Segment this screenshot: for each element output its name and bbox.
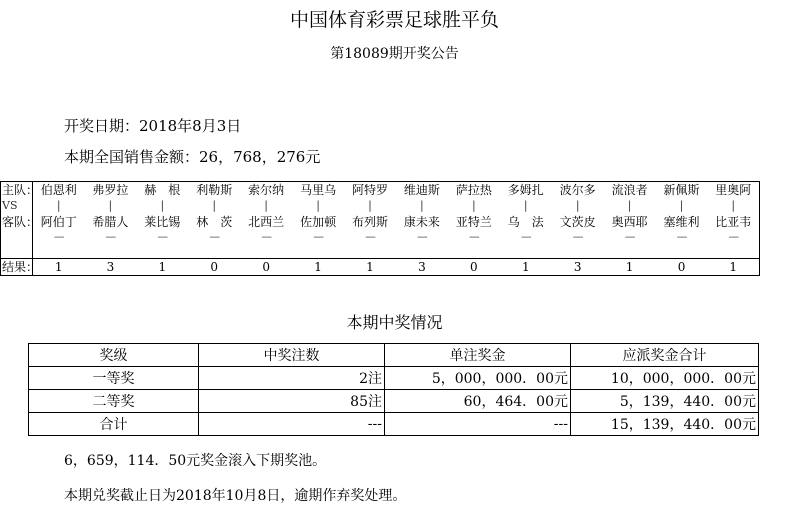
prize-row-second	[29, 390, 759, 413]
home-team: 新佩斯	[663, 183, 700, 197]
prize-section-title: 本期中奖情况	[346, 313, 443, 332]
match-result: 1	[344, 259, 396, 276]
away-team: 阿伯丁	[40, 215, 77, 229]
away-team-row	[1, 214, 760, 230]
vs-separator: |	[212, 199, 217, 212]
prize-header-row	[29, 344, 759, 367]
header-count: 中奖注数	[199, 344, 385, 367]
draw-number: 第18089期开奖公告	[330, 46, 459, 62]
draw-date: 开奖日期：2018年8月3日	[64, 117, 242, 135]
vs-separator: |	[56, 199, 61, 212]
home-team: 阿特罗	[351, 183, 388, 197]
vs-separator: |	[627, 199, 632, 212]
home-label: 主队：	[2, 183, 39, 197]
away-team: 北西兰	[248, 215, 285, 229]
deadline-note: 本期兑奖截止日为2018年10月8日，逾期作弃奖处理。	[64, 488, 407, 504]
match-result: 1	[292, 259, 344, 276]
dash-separator: ----	[365, 232, 375, 243]
vs-separator: |	[575, 199, 580, 212]
result-label: 结果：	[2, 260, 39, 274]
vs-separator: |	[108, 199, 113, 212]
away-team: 乌 法	[507, 215, 544, 229]
home-team: 流浪者	[611, 183, 648, 197]
home-team: 马里乌	[300, 183, 337, 197]
vs-separator: |	[523, 199, 528, 212]
prize-count: 85注	[199, 390, 385, 413]
sales-amount: 本期全国销售金额：26，768，276元	[64, 148, 321, 166]
away-team: 比亚韦	[715, 215, 752, 229]
header-total: 应派奖金合计	[571, 344, 759, 367]
away-team: 文茨皮	[559, 215, 596, 229]
dash-separator: ----	[728, 232, 738, 243]
dash-separator: ----	[261, 232, 271, 243]
prize-level: 一等奖	[29, 367, 199, 390]
match-result: 0	[448, 259, 500, 276]
dash-separator: ----	[676, 232, 687, 243]
match-result: 0	[656, 259, 708, 276]
home-team: 弗罗拉	[92, 183, 129, 197]
prize-table	[28, 343, 759, 436]
home-team: 伯恩利	[40, 183, 77, 197]
home-team: 多姆扎	[507, 183, 544, 197]
dash-separator: ----	[209, 232, 219, 243]
dash-separator: ----	[521, 232, 531, 243]
prize-count: ---	[199, 413, 385, 436]
match-table	[0, 181, 760, 276]
away-team: 奥西耶	[611, 215, 648, 229]
vs-separator: |	[679, 199, 684, 212]
match-result: 0	[240, 259, 292, 276]
prize-level: 合计	[29, 413, 199, 436]
match-result: 3	[552, 259, 604, 276]
dash-separator: ----	[53, 232, 64, 243]
dash-separator: ----	[417, 232, 427, 243]
header-level: 奖级	[29, 344, 199, 367]
away-team: 佐加顿	[300, 215, 337, 229]
dash-separator: ----	[469, 232, 479, 243]
vs-separator: |	[471, 199, 476, 212]
prize-unit: 60，464．00元	[385, 390, 571, 413]
home-team: 赫 根	[144, 183, 181, 197]
prize-row-total	[29, 413, 759, 436]
home-team: 萨拉热	[455, 183, 492, 197]
dash-separator: ----	[313, 232, 323, 243]
dash-row-label	[1, 230, 33, 246]
dash-separator: ----	[157, 232, 168, 243]
away-team: 布列斯	[351, 215, 388, 229]
dash-separator: ----	[572, 232, 583, 243]
vs-separator: |	[160, 199, 165, 212]
prize-total: 15，139，440．00元	[571, 413, 759, 436]
prize-row-first	[29, 367, 759, 390]
spacer-label	[1, 246, 33, 259]
prize-level: 二等奖	[29, 390, 199, 413]
result-row	[1, 259, 760, 276]
match-result: 1	[604, 259, 656, 276]
home-team-row	[1, 182, 760, 199]
away-team: 康未来	[403, 215, 440, 229]
match-result: 1	[136, 259, 188, 276]
away-team: 林 茨	[196, 215, 233, 229]
home-team: 波尔多	[559, 183, 596, 197]
match-result: 1	[707, 259, 759, 276]
vs-separator: |	[420, 199, 424, 212]
vs-label: VS	[1, 198, 33, 214]
away-label: 客队：	[2, 215, 39, 229]
away-team: 莱比锡	[144, 215, 181, 229]
vs-separator: |	[368, 199, 372, 212]
vs-separator-row	[1, 198, 760, 214]
prize-count: 2注	[199, 367, 385, 390]
home-team: 索尔纳	[248, 183, 285, 197]
spacer-cell	[33, 246, 760, 259]
away-team: 亚特兰	[455, 215, 492, 229]
spacer-row	[1, 246, 760, 259]
home-team: 利勒斯	[196, 183, 233, 197]
match-result: 1	[33, 259, 85, 276]
match-result: 1	[500, 259, 552, 276]
vs-separator: |	[264, 199, 268, 212]
header-unit: 单注奖金	[385, 344, 571, 367]
match-result: 3	[84, 259, 136, 276]
dash-separator: ----	[105, 232, 116, 243]
rollover-note: 6，659，114．50元奖金滚入下期奖池。	[64, 453, 327, 469]
dash-separator: ----	[624, 232, 635, 243]
vs-separator: |	[316, 199, 320, 212]
prize-unit: 5，000，000．00元	[385, 367, 571, 390]
dash-row	[1, 230, 760, 246]
away-team: 希腊人	[92, 215, 129, 229]
prize-unit: ---	[385, 413, 571, 436]
home-team: 里奥阿	[715, 183, 752, 197]
vs-separator: |	[731, 199, 736, 212]
page-title: 中国体育彩票足球胜平负	[289, 9, 499, 31]
home-team: 维迪斯	[403, 183, 440, 197]
match-result: 0	[188, 259, 240, 276]
away-team: 塞维利	[663, 215, 700, 229]
match-result: 3	[396, 259, 448, 276]
prize-total: 10，000，000．00元	[571, 367, 759, 390]
prize-total: 5，139，440．00元	[571, 390, 759, 413]
